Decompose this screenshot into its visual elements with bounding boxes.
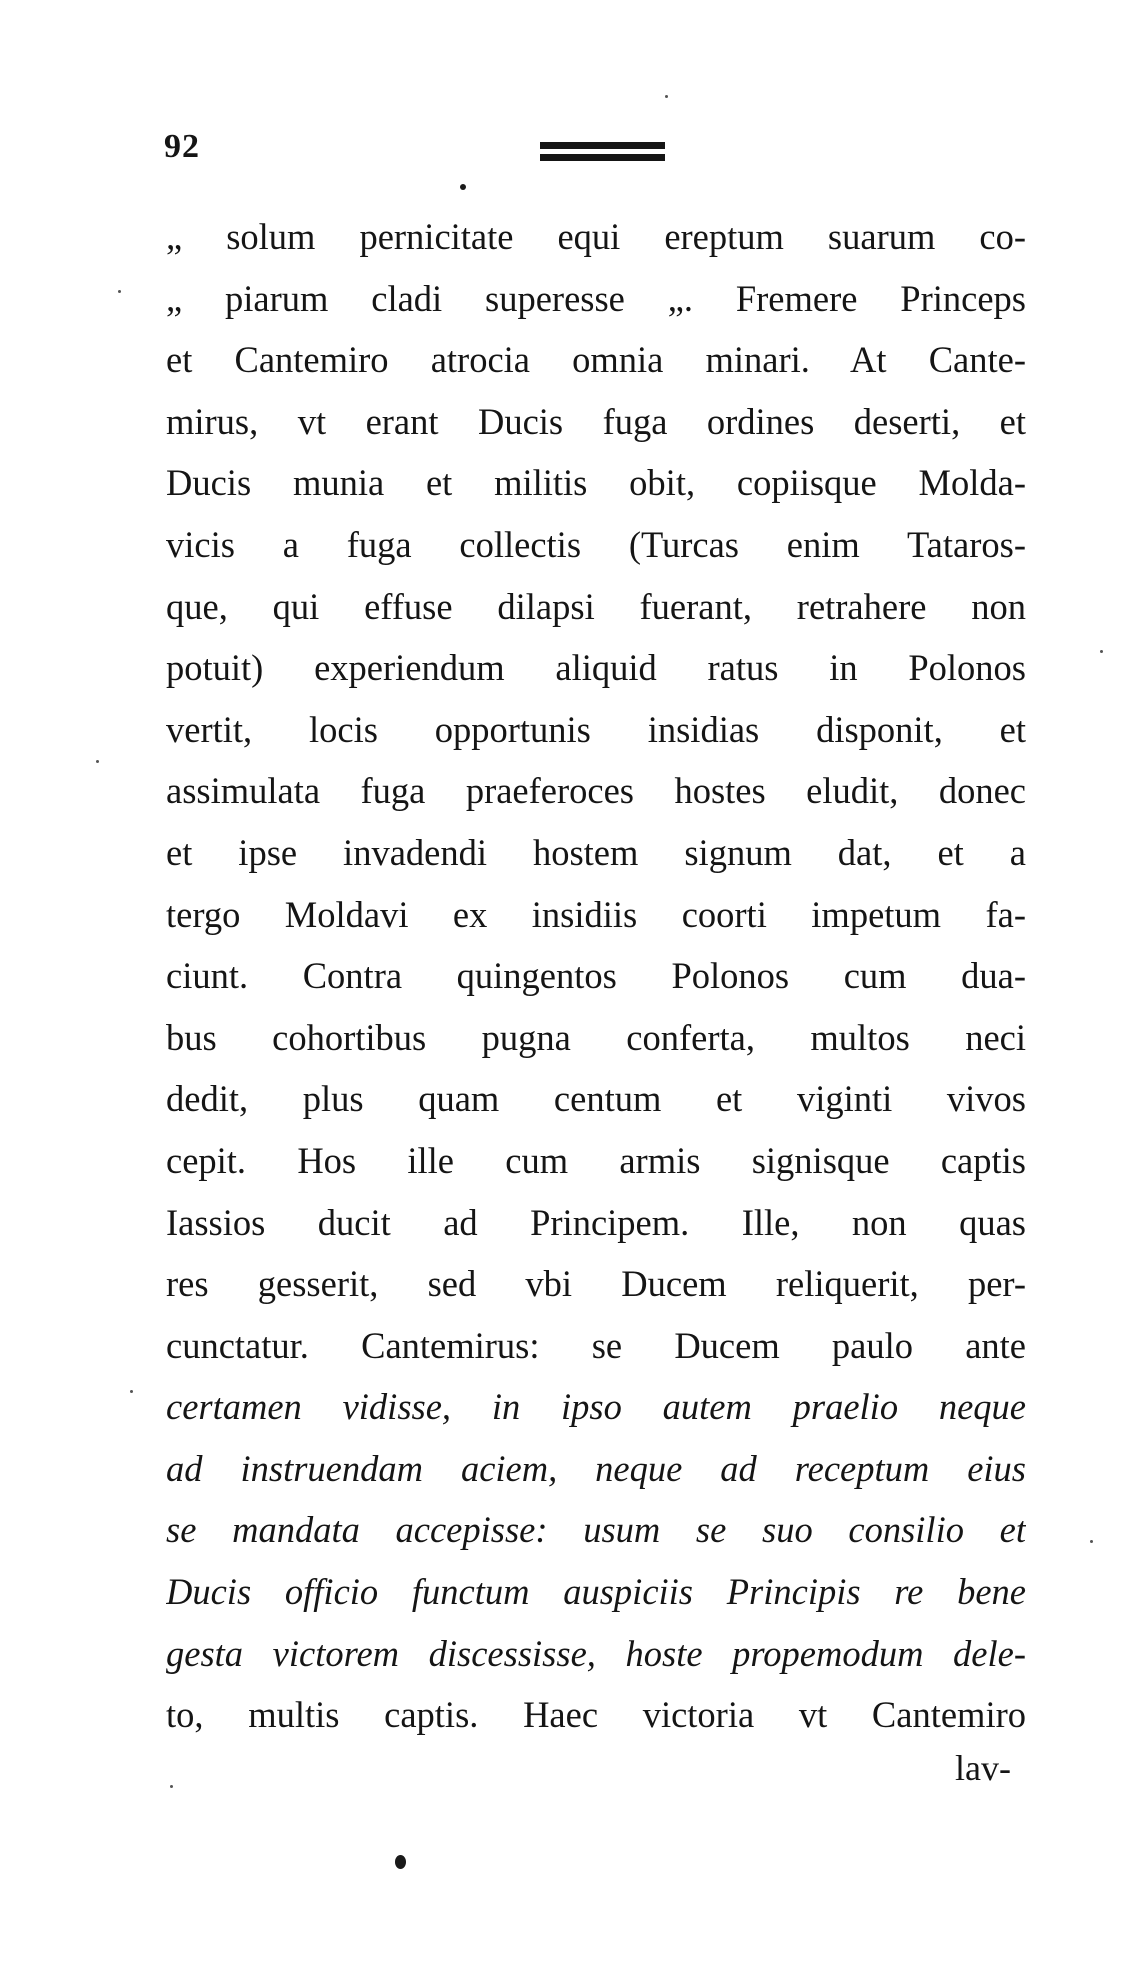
text-line: potuit) experiendum aliquid ratus in Polonos xyxy=(166,647,1026,689)
text-line: assimulata fuga praeferoces hostes eludit, donec xyxy=(166,770,1026,812)
text-line: dedit, plus quam centum et viginti vivos xyxy=(166,1078,1026,1120)
ink-speck xyxy=(665,95,668,98)
text-line: que, qui effuse dilapsi fuerant, retrahere non xyxy=(166,585,1026,627)
ink-speck xyxy=(170,1785,173,1788)
text-line: Ducis munia et militis obit, copiisque Molda- xyxy=(166,462,1026,504)
text-line: gesta victorem discessisse, hoste propemodum dele- xyxy=(166,1632,1026,1674)
text-line: tergo Moldavi ex insidiis coorti impetum fa- xyxy=(166,893,1026,935)
text-line: Ducis officio functum auspiciis Principis re bene xyxy=(166,1571,1026,1613)
text-line: mirus, vt erant Ducis fuga ordines deserti, et xyxy=(166,400,1026,442)
text-line: to, multis captis. Haec victoria vt Cantemiro xyxy=(166,1694,1026,1736)
ink-speck xyxy=(96,760,99,763)
ink-speck xyxy=(460,184,466,190)
text-line: res gesserit, sed vbi Ducem reliquerit, per- xyxy=(166,1263,1026,1305)
text-line: et ipse invadendi hostem signum dat, et a xyxy=(166,831,1026,873)
ink-speck xyxy=(130,1390,133,1393)
page-number: 92 xyxy=(164,128,200,165)
text-line: Iassios ducit ad Principem. Ille, non quas xyxy=(166,1201,1026,1243)
text-line: vicis a fuga collectis (Turcas enim Tataros- xyxy=(166,523,1026,565)
header-rule-top xyxy=(540,142,665,149)
text-line: ad instruendam aciem, neque ad receptum eius xyxy=(166,1447,1026,1489)
text-line: cepit. Hos ille cum armis signisque captis xyxy=(166,1139,1026,1181)
catchword: lav- xyxy=(955,1748,1011,1788)
text-line: et Cantemiro atrocia omnia minari. At Cante- xyxy=(166,339,1026,381)
text-line: bus cohortibus pugna conferta, multos neci xyxy=(166,1016,1026,1058)
ink-blot xyxy=(395,1855,406,1869)
text-line: „ piarum cladi superesse „. Fremere Princeps xyxy=(166,277,1026,319)
text-line: vertit, locis opportunis insidias disponit, et xyxy=(166,708,1026,750)
text-line: certamen vidisse, in ipso autem praelio neque xyxy=(166,1386,1026,1428)
ink-speck xyxy=(1100,650,1103,653)
text-line: cunctatur. Cantemirus: se Ducem paulo ante xyxy=(166,1324,1026,1366)
text-line: ciunt. Contra quingentos Polonos cum dua- xyxy=(166,955,1026,997)
ink-speck xyxy=(118,290,121,293)
text-line: „ solum pernicitate equi ereptum suarum co- xyxy=(166,216,1026,257)
ink-speck xyxy=(1090,1540,1093,1543)
text-line: se mandata accepisse: usum se suo consilio et xyxy=(166,1509,1026,1551)
header-rule-bottom xyxy=(540,154,665,161)
body-text xyxy=(166,206,1026,1746)
